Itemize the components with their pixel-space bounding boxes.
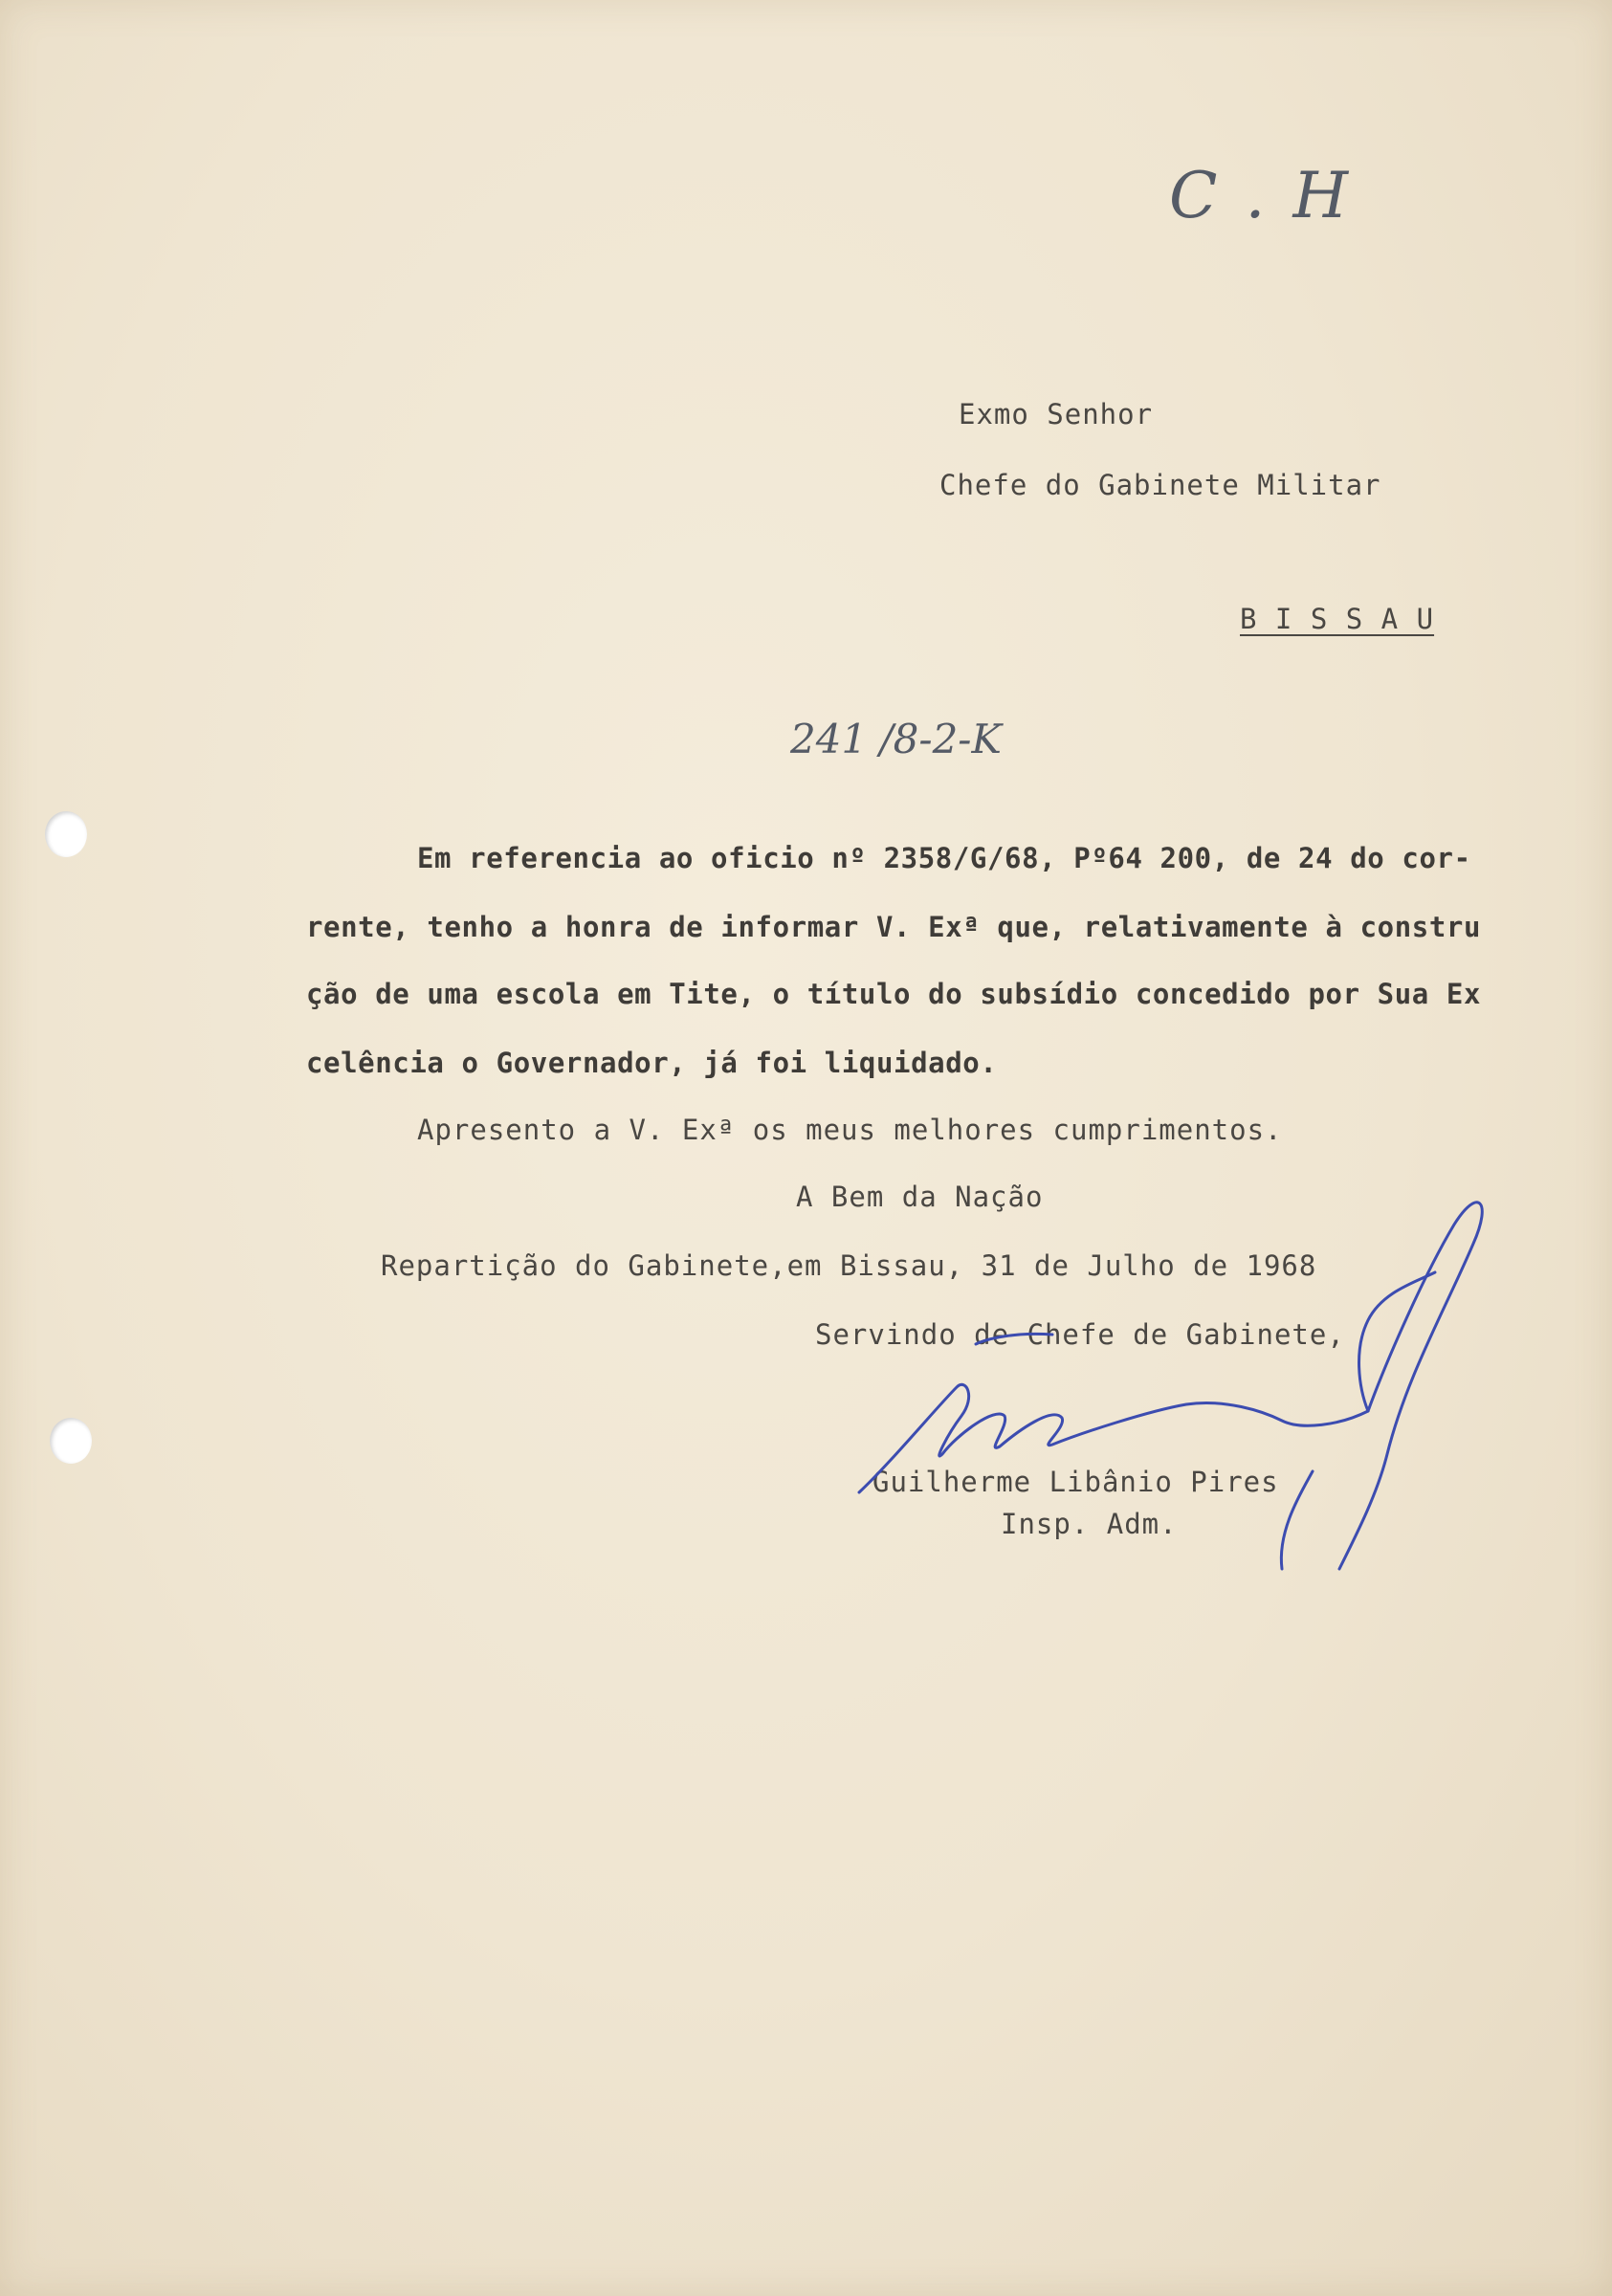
addressee-title: Chefe do Gabinete Militar <box>939 469 1381 501</box>
closing-place-date: Repartição do Gabinete,em Bissau, 31 de Julho de 1968 <box>381 1249 1317 1282</box>
body-line-2: rente, tenho a honra de informar V. Exª que, relativamente à constru <box>306 911 1482 943</box>
greeting-line: Apresento a V. Exª os meus melhores cumprimentos. <box>417 1114 1283 1146</box>
closing-motto: A Bem da Nação <box>796 1181 1044 1213</box>
reference-annotation: 241 /8-2-K <box>790 716 1002 762</box>
addressee-salutation: Exmo Senhor <box>959 398 1154 430</box>
closing-role: Servindo de Chefe de Gabinete, <box>815 1318 1345 1351</box>
addressee-city: B I S S A U <box>1240 603 1435 635</box>
corner-annotation: C . H <box>1169 159 1352 232</box>
body-line-4: celência o Governador, já foi liquidado. <box>306 1047 998 1079</box>
body-line-1: Em referencia ao oficio nº 2358/G/68, Pº64 200, de 24 do cor- <box>417 842 1471 874</box>
signatory-name: Guilherme Libânio Pires <box>872 1466 1279 1498</box>
signatory-title: Insp. Adm. <box>1001 1508 1178 1540</box>
body-line-3: ção de uma escola em Tite, o título do subsídio concedido por Sua Ex <box>306 978 1482 1010</box>
